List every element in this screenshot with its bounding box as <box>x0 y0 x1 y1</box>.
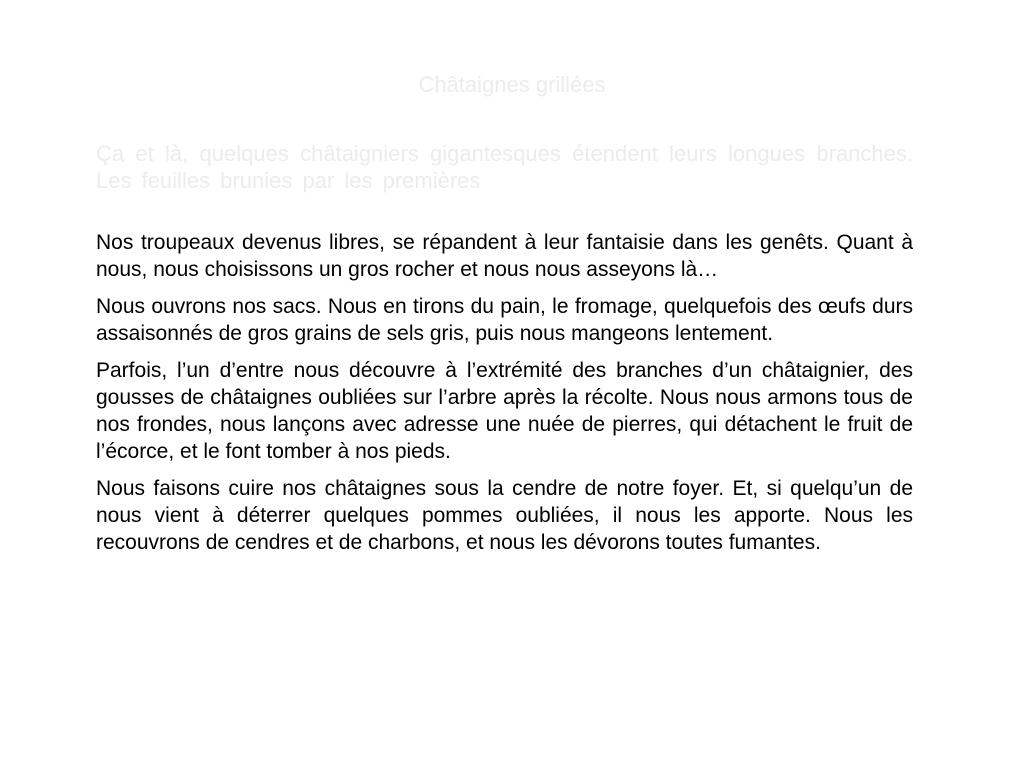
slide-title: Châtaignes grillées <box>418 72 606 97</box>
paragraph-4: Nous faisons cuire nos châtaignes sous la cendre de notre foyer. Et, si quelqu’un de nous vient à déterrer quelques pommes oubliées, il nous les apporte. Nous les recouvrons de cendres et de charbons, et nous les dévorons toutes fumantes. <box>96 477 913 554</box>
body-text <box>96 229 913 566</box>
intro-paragraph: Ça et là, quelques châtaigniers gigantesques étendent leurs longues branches. Les feuilles brunies par les premières <box>96 141 913 193</box>
paragraph-2: Nous ouvrons nos sacs. Nous en tirons du pain, le fromage, quelquefois des œufs durs assaisonnés de gros grains de sels gris, puis nous mangeons lentement. <box>96 295 913 345</box>
paragraph-1: Nos troupeaux devenus libres, se répandent à leur fantaisie dans les genêts. Quant à nous, nous choisissons un gros rocher et nous nous asseyons là… <box>96 231 913 281</box>
paragraph-3: Parfois, l’un d’entre nous découvre à l’extrémité des branches d’un châtaignier, des gousses de châtaignes oubliées sur l’arbre après la récolte. Nous nous armons tous de nos frondes, nous lançons avec adresse une nuée de pierres, qui détachent le fruit de l’écorce, et le font tomber à nos pieds. <box>96 359 913 463</box>
